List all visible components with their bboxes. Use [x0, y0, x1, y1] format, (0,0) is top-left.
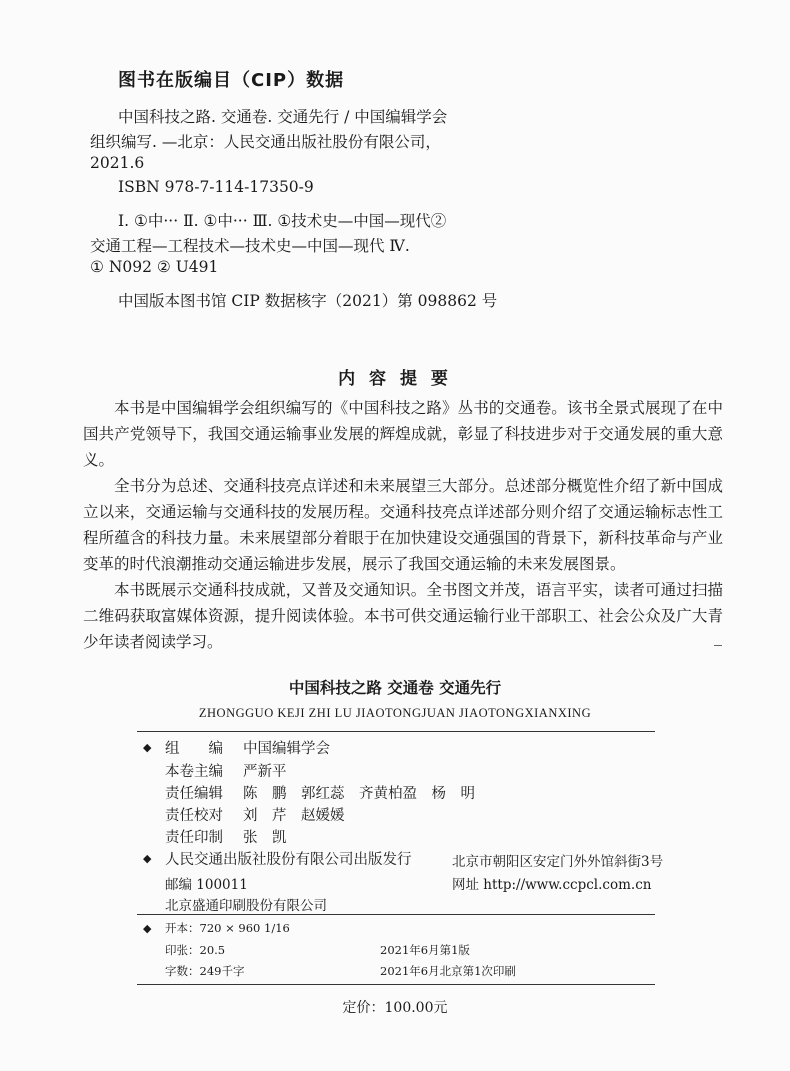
book-title-pinyin: ZHONGGUO KEJI ZHI LU JIAOTONGJUAN JIAOTONGXIANXING [198, 706, 592, 720]
summary-paragraph: 本书既展示交通科技成就，又普及交通知识。全书图文并茂，语言平实，读者可通过扫描二维码获取富媒体资源，提升阅读体验。本书可供交通运输行业干部职工、社会公众及广大青少年读者阅读学习。 [83, 581, 723, 651]
cip-title: 图书在版编目（CIP）数据 [118, 70, 345, 91]
book-format: 开本：720 × 960 1/16 [165, 921, 290, 935]
book-sheets: 印张：20.5 [165, 943, 226, 957]
book-printing: 2021年6月北京第1次印刷 [380, 964, 516, 978]
diamond-bullet-icon: ◆ [143, 922, 152, 935]
cip-line: ① N092 ② U491 [90, 258, 219, 276]
credit-names: 陈 鹏 郭红蕊 齐黄柏盈 杨 明 [243, 786, 475, 802]
cip-line: Ⅰ. ①中··· Ⅱ. ①中··· Ⅲ. ①技术史—中国—现代② [118, 212, 447, 230]
book-edition: 2021年6月第1版 [380, 943, 470, 957]
book-price: 定价：100.00元 [342, 1000, 448, 1016]
divider [137, 914, 655, 915]
book-word-count: 字数：249千字 [165, 964, 245, 978]
cip-line: 2021.6 [90, 154, 145, 172]
credit-names: 严新平 [243, 764, 287, 780]
credit-role: 本卷主编 [165, 764, 223, 780]
credit-role: 责任印制 [165, 830, 223, 846]
divider [137, 984, 655, 985]
summary-paragraph: 全书分为总述、交通科技亮点详述和未来展望三大部分。总述部分概览性介绍了新中国成立以来，交通运输与交通科技的发展历程。交通科技亮点详述部分则介绍了交通运输标志性工程所蕴含的科技力量。未来展望部分着眼于在加快建设交通强国的背景下，新科技革命与产业变革的时代浪潮推动交通运输进步发展，展示了我国交通运输的未来发展图景。 [83, 477, 723, 573]
publisher-address: 北京市朝阳区安定门外外馆斜街3号 [452, 854, 664, 870]
cip-line: 交通工程—工程技术—技术史—中国—现代 Ⅳ. [90, 237, 410, 255]
cip-line: 中国科技之路. 交通卷. 交通先行 / 中国编辑学会 [118, 108, 448, 126]
credit-role: 组 编 [165, 741, 223, 757]
credit-names: 张 凯 [243, 830, 287, 846]
cip-line: 组织编写. —北京：人民交通出版社股份有限公司， [90, 133, 441, 151]
diamond-bullet-icon: ◆ [143, 852, 152, 865]
divider [137, 731, 655, 732]
book-title: 中国科技之路 交通卷 交通先行 [288, 679, 502, 697]
printer-name: 北京盛通印刷股份有限公司 [165, 898, 327, 914]
cip-record-number: 中国版本图书馆 CIP 数据核字（2021）第 098862 号 [118, 292, 498, 310]
page-mark [714, 645, 722, 646]
diamond-bullet-icon: ◆ [143, 741, 152, 754]
publisher-website: 网址 http://www.ccpcl.com.cn [452, 877, 652, 893]
summary-paragraph: 本书是中国编辑学会组织编写的《中国科技之路》丛书的交通卷。该书全景式展现了在中国共产党领导下，我国交通运输事业发展的辉煌成就，彰显了科技进步对于交通发展的重大意义。 [83, 399, 723, 469]
credit-role: 责任编辑 [165, 786, 223, 802]
credit-role: 责任校对 [165, 808, 223, 824]
cip-isbn: ISBN 978-7-114-17350-9 [118, 178, 314, 196]
publisher-name: 人民交通出版社股份有限公司出版发行 [165, 852, 412, 868]
credit-names: 刘 芹 赵媛媛 [243, 808, 345, 824]
publisher-postcode: 邮编 100011 [165, 877, 248, 893]
summary-title: 内 容 提 要 [338, 369, 452, 389]
credit-names: 中国编辑学会 [243, 741, 330, 757]
